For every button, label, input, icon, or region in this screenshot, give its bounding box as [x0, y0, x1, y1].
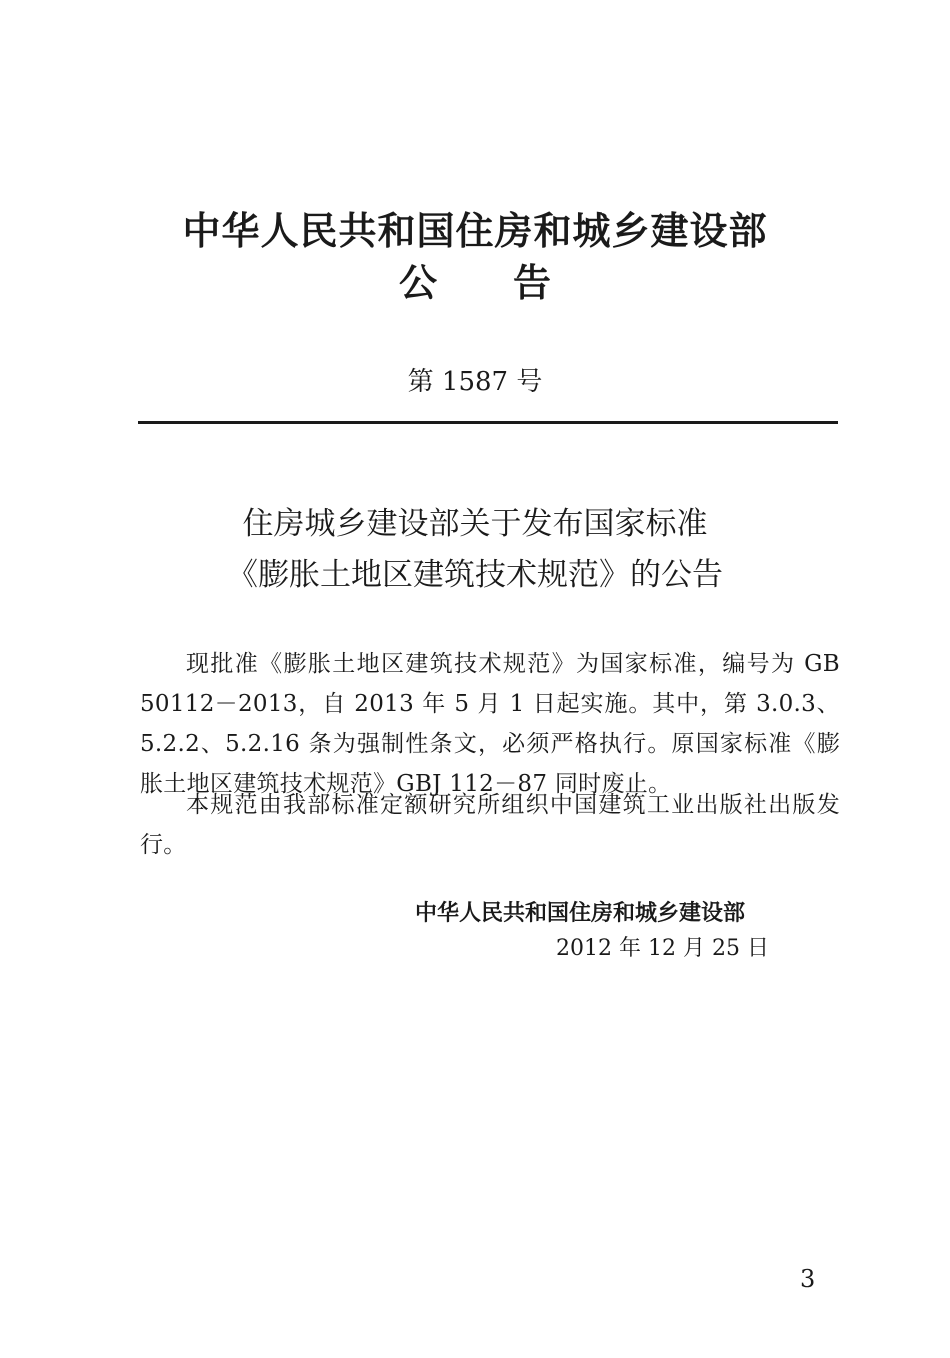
announcement-number: 第 1587 号	[407, 367, 543, 397]
signature-organization: 中华人民共和国住房和城乡建设部	[415, 901, 746, 926]
signature-date: 2012 年 12 月 25 日	[556, 936, 769, 961]
page-number: 3	[800, 1265, 816, 1293]
document-type: 公 告	[398, 261, 551, 305]
ministry-title: 中华人民共和国住房和城乡建设部	[182, 209, 768, 253]
notice-title-line-1: 住房城乡建设部关于发布国家标准	[242, 506, 708, 542]
body-paragraph-1: 现批准《膨胀土地区建筑技术规范》为国家标准，编号为 GB 50112－2013，自 2013 年 5 月 1 日起实施。其中，第 3.0.3、5.2.2、5.2.16 条为强制性条文，必须严格执行。原国家标准《膨胀土地区建筑技术规范》GBJ 112－87 同时废止。	[140, 651, 840, 797]
header-divider	[138, 421, 838, 424]
notice-title-line-2: 《膨胀土地区建筑技术规范》的公告	[227, 557, 723, 593]
body-paragraph-2: 本规范由我部标准定额研究所组织中国建筑工业出版社出版发行。	[140, 792, 840, 858]
